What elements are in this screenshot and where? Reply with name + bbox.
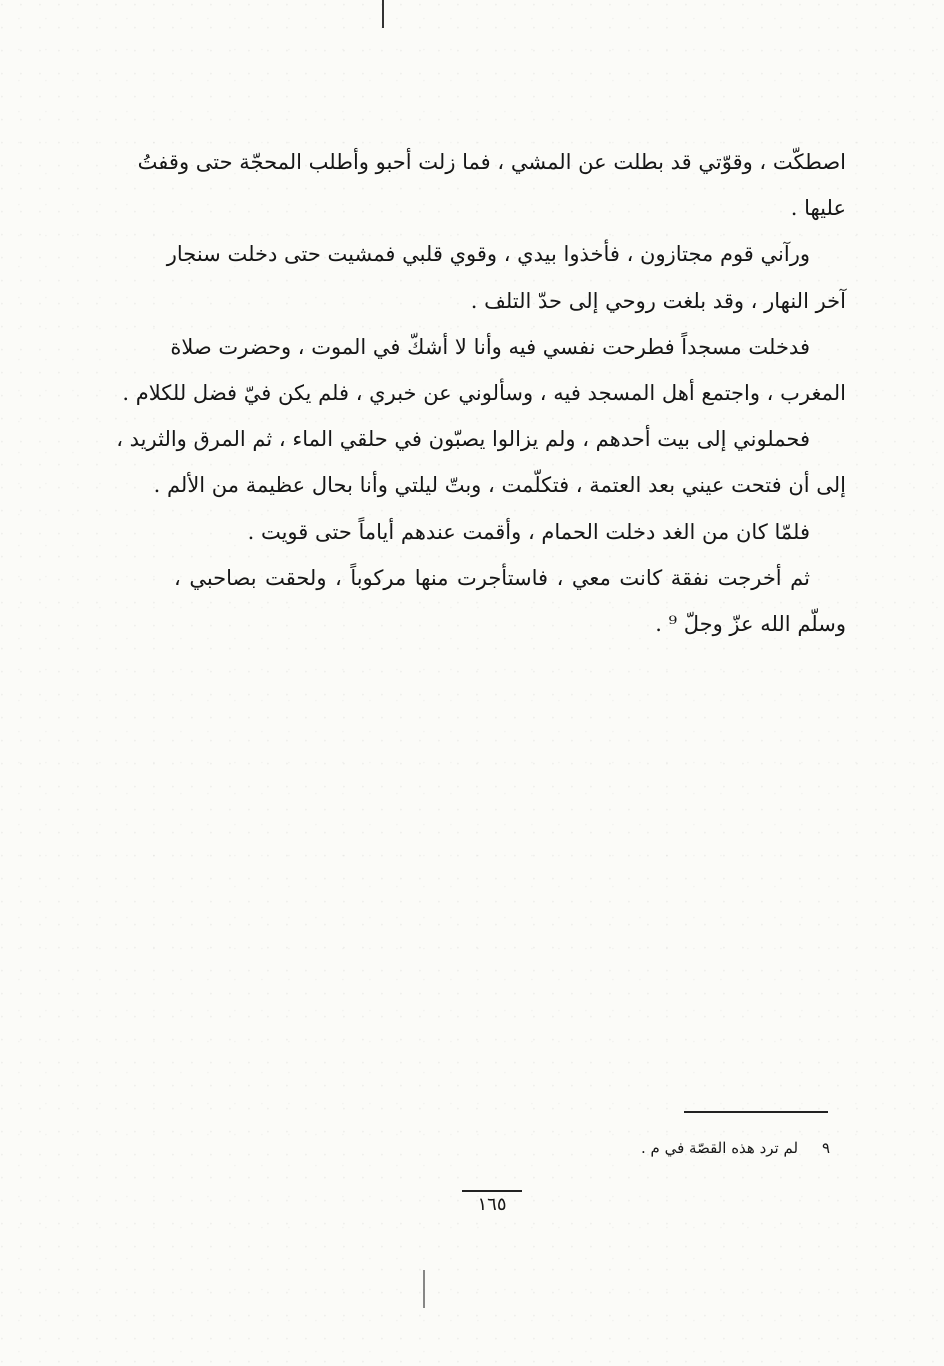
top-scan-mark: [382, 0, 384, 28]
text-line-2: عليها .: [790, 196, 846, 221]
text-line-5: فدخلت مسجداً فطرحت نفسي فيه وأنا لا أشكّ في الموت ، وحضرت صلاة: [170, 334, 810, 359]
text-line-10: ثم أخرجت نفقة كانت معي ، فاستأجرت منها مركوباً ، ولحقت بصاحبي ،: [174, 565, 810, 590]
footnote-text: لم ترد هذه القصّة في م .: [641, 1139, 799, 1157]
text-line-9: فلمّا كان من الغد دخلت الحمام ، وأقمت عندهم أياماً حتى قويت .: [247, 519, 810, 544]
footnote-separator: [684, 1111, 828, 1113]
footnote-spacer: [803, 1139, 817, 1157]
page-number: ١٦٥: [462, 1190, 522, 1218]
text-line-6: المغرب ، واجتمع أهل المسجد فيه ، وسألوني عن خبري ، فلم يكن فيّ فضل للكلام .: [122, 380, 846, 405]
footnote-number: ٩: [821, 1139, 830, 1157]
text-line-1: اصطكّت ، وقوّتي قد بطلت عن المشي ، فما زلت أحبو وأطلب المحجّة حتى وقفتُ: [137, 150, 846, 174]
bottom-scan-mark: [423, 1270, 425, 1308]
text-line-11: وسلّم الله عزّ وجلّ ⁹ .: [655, 611, 846, 636]
main-text: [116, 139, 846, 647]
footnote: [560, 1138, 830, 1158]
text-line-3: ورآني قوم مجتازون ، فأخذوا بيدي ، وقوي قلبي فمشيت حتى دخلت سنجار: [166, 242, 810, 267]
text-line-8: إلى أن فتحت عيني بعد العتمة ، فتكلّمت ، وبتّ ليلتي وأنا بحال عظيمة من الألم .: [153, 473, 846, 498]
text-line-7: فحملوني إلى بيت أحدهم ، ولم يزالوا يصبّون في حلقي الماء ، ثم المرق والثريد ،: [116, 427, 810, 452]
text-line-4: آخر النهار ، وقد بلغت روحي إلى حدّ التلف .: [470, 288, 846, 313]
